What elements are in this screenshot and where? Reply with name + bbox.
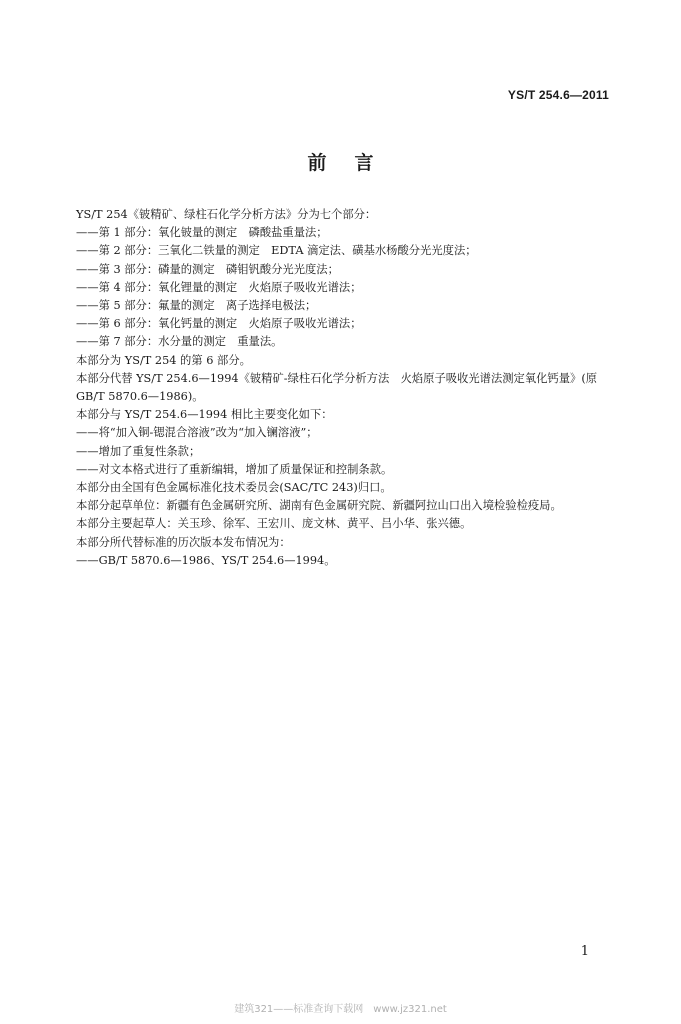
paragraph-line: ——第 6 部分：氧化钙量的测定 火焰原子吸收光谱法； — [76, 317, 362, 331]
paragraph-line: ——第 4 部分：氧化锂量的测定 火焰原子吸收光谱法； — [76, 280, 362, 294]
paragraph-line: YS/T 254《铍精矿、绿柱石化学分析方法》分为七个部分： — [76, 208, 377, 221]
paragraph-line: ——第 2 部分：三氧化二铁量的测定 EDTA 滴定法、磺基水杨酸分光光度法； — [76, 244, 477, 258]
paragraph-line: 本部分为 YS/T 254 的第 6 部分。 — [76, 353, 251, 367]
paragraph-line: ——GB/T 5870.6—1986、YS/T 254.6—1994。 — [76, 553, 336, 567]
paragraph-line: 本部分主要起草人：关玉珍、徐军、王宏川、庞文林、黄平、吕小华、张兴德。 — [76, 517, 472, 531]
paragraph-line: ——第 7 部分：水分量的测定 重量法。 — [76, 335, 283, 349]
paragraph-line: 本部分所代替标准的历次版本发布情况为： — [76, 535, 291, 549]
paragraph-line: 本部分由全国有色金属标准化技术委员会(SAC/TC 243)归口。 — [76, 481, 392, 495]
page-title: 前言 — [307, 152, 402, 174]
paragraph-line: 本部分起草单位：新疆有色金属研究所、湖南有色金属研究院、新疆阿拉山口出入境检验检疫局。 — [76, 499, 562, 513]
paragraph-line: ——对文本格式进行了重新编辑，增加了质量保证和控制条款。 — [76, 462, 393, 476]
paragraph-line: ——将“加入铜-锶混合溶液”改为“加入镧溶液”； — [76, 426, 318, 440]
paragraph-line: 本部分代替 YS/T 254.6—1994《铍精矿-绿柱石化学分析方法 火焰原子吸收光谱法测定氧化钙量》(原 GB/T 5870.6—1986)。 — [76, 371, 598, 404]
paragraph-line: ——第 3 部分：磷量的测定 磷钼钒酸分光光度法； — [76, 262, 339, 276]
watermark: 建筑321——标准查询下载网 www.jz321.net — [234, 1004, 447, 1015]
foreword-body — [60, 206, 605, 570]
page-number: 1 — [580, 944, 589, 959]
standard-code: YS/T 254.6—2011 — [507, 88, 609, 102]
paragraph-line: ——第 5 部分：氟量的测定 离子选择电极法； — [76, 299, 317, 313]
paragraph-line: 本部分与 YS/T 254.6—1994 相比主要变化如下： — [76, 408, 333, 422]
paragraph-line: ——增加了重复性条款； — [76, 444, 201, 458]
paragraph-line: ——第 1 部分：氧化铍量的测定 磷酸盐重量法； — [76, 226, 328, 240]
